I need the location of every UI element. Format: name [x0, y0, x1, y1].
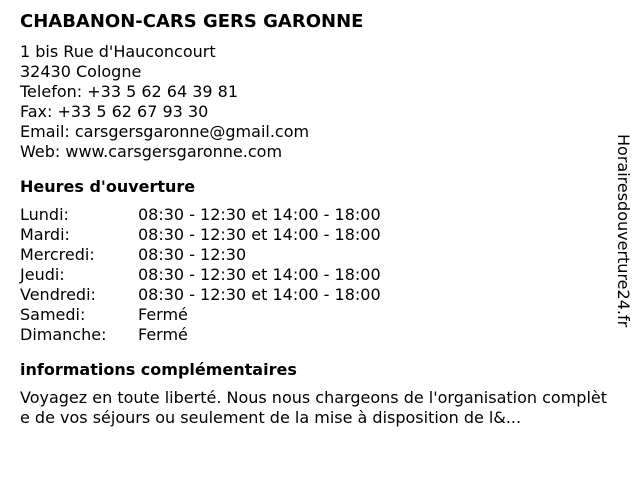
hours-heading: Heures d'ouverture: [20, 177, 196, 196]
day-hours: 08:30 - 12:30 et 14:00 - 18:00: [138, 285, 381, 304]
day-label: Dimanche:: [20, 325, 107, 344]
address-street: 1 bis Rue d'Hauconcourt: [20, 42, 216, 61]
day-hours: Fermé: [138, 325, 188, 344]
day-label: Lundi:: [20, 205, 69, 224]
day-label: Mardi:: [20, 225, 70, 244]
phone-number: Telefon: +33 5 62 64 39 81: [20, 82, 239, 101]
contact-block: [20, 42, 610, 162]
day-hours: 08:30 - 12:30 et 14:00 - 18:00: [138, 225, 381, 244]
hours-row-jeudi: [20, 265, 610, 285]
day-hours: 08:30 - 12:30: [138, 245, 247, 264]
day-hours: Fermé: [138, 305, 188, 324]
hours-row-mercredi: [20, 245, 610, 265]
business-card: [20, 10, 610, 428]
hours-row-mardi: [20, 225, 610, 245]
site-watermark: Horairesdouverture24.fr: [614, 134, 633, 328]
day-label: Jeudi:: [20, 265, 65, 284]
hours-row-vendredi: [20, 285, 610, 305]
day-label: Mercredi:: [20, 245, 95, 264]
info-text: Voyagez en toute liberté. Nous nous chargeons de l'organisation complète de vos séjours ou seulement de la mise à disposition de l&...: [20, 388, 608, 427]
website-address: Web: www.carsgersgaronne.com: [20, 142, 283, 161]
hours-row-samedi: [20, 305, 610, 325]
fax-number: Fax: +33 5 62 67 93 30: [20, 102, 209, 121]
business-name: CHABANON-CARS GERS GARONNE: [20, 11, 364, 32]
address-city: 32430 Cologne: [20, 62, 142, 81]
hours-list: [20, 205, 610, 345]
hours-row-dimanche: [20, 325, 610, 345]
info-heading: informations complémentaires: [20, 360, 297, 379]
day-hours: 08:30 - 12:30 et 14:00 - 18:00: [138, 205, 381, 224]
day-label: Samedi:: [20, 305, 86, 324]
day-hours: 08:30 - 12:30 et 14:00 - 18:00: [138, 265, 381, 284]
email-address: Email: carsgersgaronne@gmail.com: [20, 122, 310, 141]
hours-row-lundi: [20, 205, 610, 225]
day-label: Vendredi:: [20, 285, 96, 304]
